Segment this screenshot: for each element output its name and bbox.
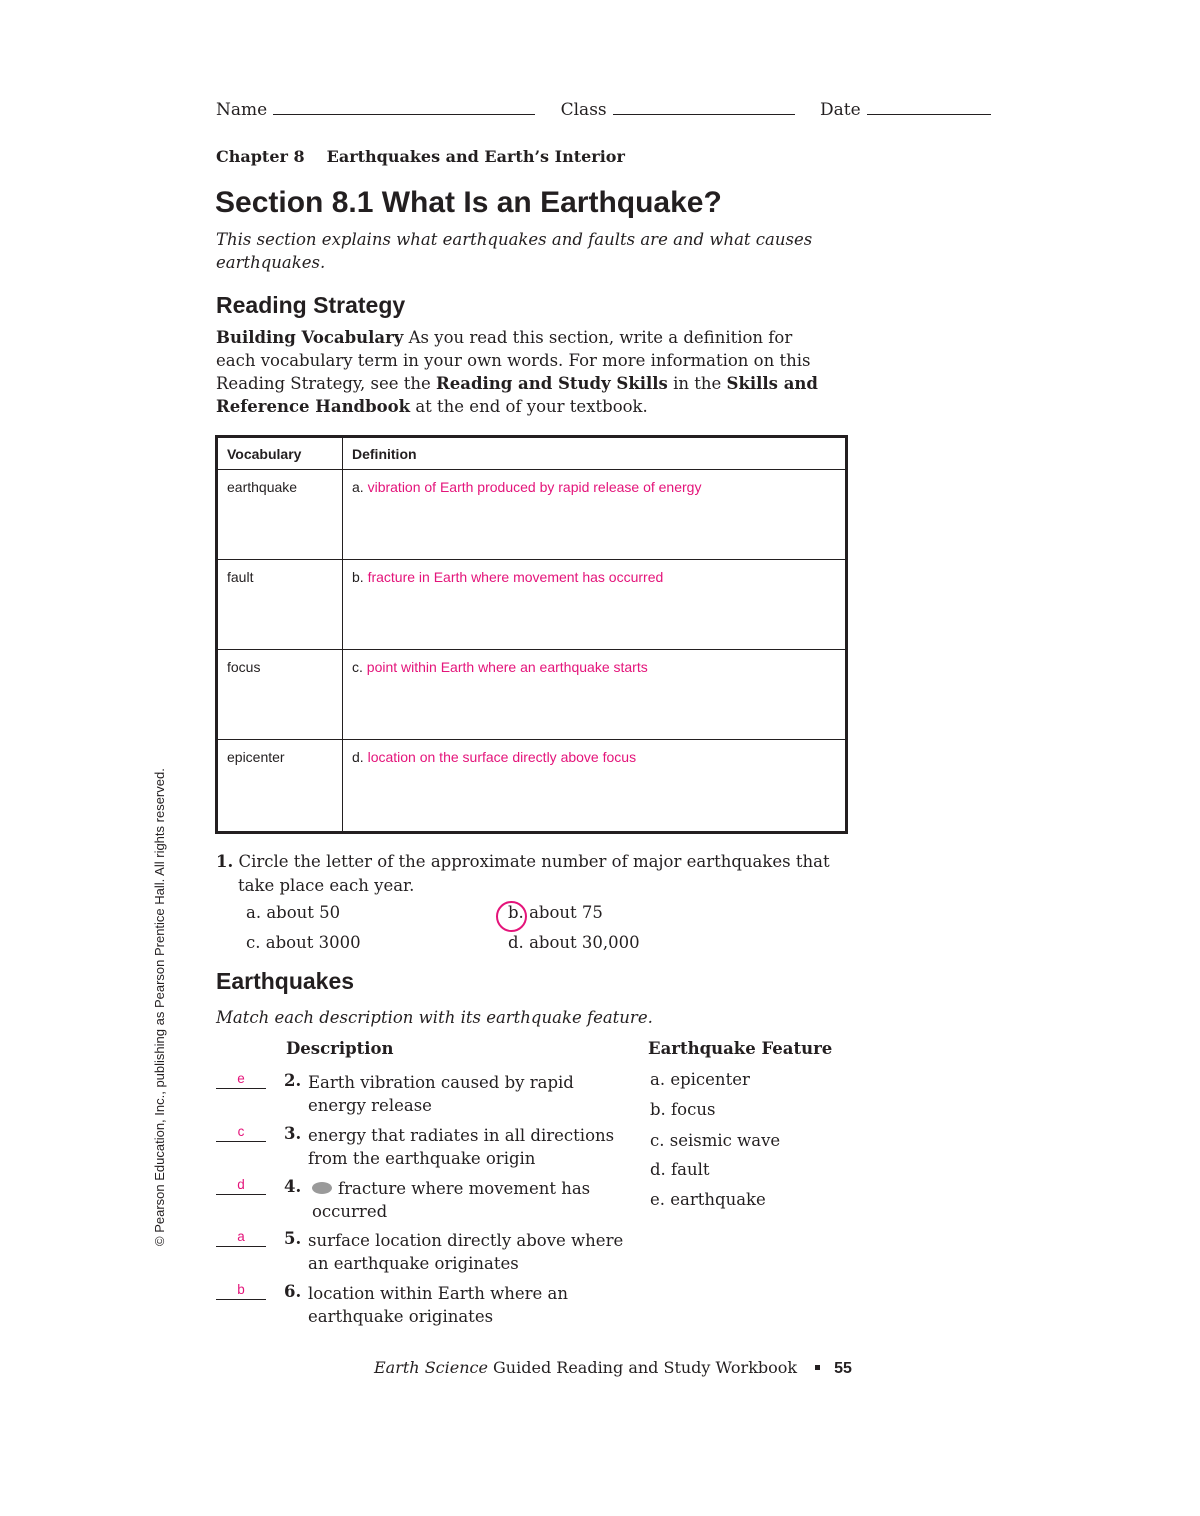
option-letter: a.: [246, 903, 262, 922]
definition-letter: c.: [352, 659, 363, 675]
option-d[interactable]: [508, 933, 640, 952]
item-number: 2.: [284, 1071, 302, 1090]
definition-letter: a.: [352, 479, 364, 495]
definition-letter: b.: [352, 569, 364, 585]
matching-instruction: Match each description with its earthquake feature.: [216, 1008, 653, 1027]
definition-answer: vibration of Earth produced by rapid release of energy: [367, 479, 702, 495]
item-number: 3.: [284, 1124, 302, 1143]
item-description: surface location directly above where an earthquake originates: [308, 1231, 624, 1273]
name-field[interactable]: [273, 114, 535, 115]
earthquakes-heading: Earthquakes: [216, 968, 355, 994]
book-title: Guided Reading and Study Workbook: [487, 1358, 798, 1377]
page-number: 55: [834, 1360, 852, 1377]
item-description: Earth vibration caused by rapid energy release: [308, 1073, 574, 1115]
chapter-title: Earthquakes and Earth’s Interior: [326, 147, 625, 166]
answer-blank[interactable]: b: [216, 1283, 266, 1300]
reading-strategy-paragraph: [216, 326, 836, 418]
table-row: [217, 470, 847, 560]
table-row: [217, 740, 847, 833]
class-field[interactable]: [613, 114, 795, 115]
chapter-heading: [216, 147, 625, 166]
table-row: [217, 650, 847, 740]
feature-item: b. focus: [650, 1100, 716, 1119]
item-description: location within Earth where an earthquake originates: [308, 1284, 568, 1326]
student-header: [216, 100, 991, 120]
class-label: Class: [560, 100, 607, 120]
page-footer: [374, 1358, 852, 1378]
option-text: about 75: [529, 903, 603, 922]
strategy-text: in the: [667, 374, 727, 393]
page-title: Section 8.1 What Is an Earthquake?: [215, 186, 722, 219]
table-header-row: [217, 437, 847, 470]
feature-item: a. epicenter: [650, 1070, 750, 1089]
vocabulary-table: [215, 435, 848, 834]
option-text: about 3000: [265, 933, 361, 952]
bullet-separator: [815, 1365, 820, 1370]
definition-cell[interactable]: [343, 470, 847, 560]
option-a[interactable]: [246, 903, 340, 922]
answer-blank[interactable]: a: [216, 1230, 266, 1247]
feature-item: d. fault: [650, 1160, 710, 1179]
column-header-vocabulary: Vocabulary: [217, 437, 343, 470]
option-letter: d.: [508, 933, 524, 952]
feature-item: c. seismic wave: [650, 1131, 781, 1150]
option-c[interactable]: [246, 933, 361, 952]
strategy-text: As you read this section, write a definition for each vocabulary term in your own words. For more information on this Reading Strategy, see the: [216, 328, 811, 393]
item-description-wrap: [312, 1177, 632, 1223]
item-number: 4.: [284, 1177, 302, 1196]
strategy-ref-skills: Reading and Study Skills: [436, 374, 668, 393]
strategy-text: at the end of your textbook.: [410, 397, 648, 416]
definition-answer: point within Earth where an earthquake starts: [366, 659, 648, 675]
reading-strategy-heading: Reading Strategy: [216, 292, 406, 318]
name-label: Name: [216, 100, 268, 120]
feature-item: e. earthquake: [650, 1190, 766, 1209]
vocab-term: epicenter: [217, 740, 343, 833]
vocab-term: fault: [217, 560, 343, 650]
option-text: about 30,000: [529, 933, 640, 952]
definition-answer: location on the surface directly above focus: [367, 749, 637, 765]
definition-cell[interactable]: [343, 560, 847, 650]
definition-cell[interactable]: [343, 740, 847, 833]
strategy-ref-handbook: Skills and Reference Handbook: [216, 374, 818, 416]
question-number: 1.: [216, 852, 234, 871]
feature-header: Earthquake Feature: [648, 1039, 833, 1058]
date-label: Date: [820, 100, 861, 120]
question-1: [216, 850, 838, 898]
definition-answer: fracture in Earth where movement has occurred: [367, 569, 664, 585]
option-letter: c.: [246, 933, 261, 952]
definition-letter: d.: [352, 749, 364, 765]
section-intro: This section explains what earthquakes and faults are and what causes earthquakes.: [216, 230, 813, 272]
item-number: 6.: [284, 1282, 302, 1301]
chapter-number: Chapter 8: [216, 147, 305, 166]
answer-blank[interactable]: e: [216, 1072, 266, 1089]
option-text: about 50: [266, 903, 341, 922]
item-number: 5.: [284, 1229, 302, 1248]
column-header-definition: Definition: [343, 437, 847, 470]
reading-checkpoint-icon: [312, 1182, 332, 1194]
vocab-term: focus: [217, 650, 343, 740]
strategy-lead: Building Vocabulary: [216, 328, 404, 347]
item-description: energy that radiates in all directions from the earthquake origin: [308, 1126, 615, 1168]
book-title-italic: Earth Science: [374, 1358, 488, 1377]
item-description: fracture where movement has occurred: [312, 1179, 591, 1221]
copyright-notice: © Pearson Education, Inc., publishing as Pearson Prentice Hall. All rights reserved.: [152, 768, 167, 1246]
answer-blank[interactable]: c: [216, 1125, 266, 1142]
option-letter: b.: [508, 903, 524, 922]
description-header: Description: [286, 1039, 394, 1058]
vocab-term: earthquake: [217, 470, 343, 560]
answer-blank[interactable]: d: [216, 1178, 266, 1195]
date-field[interactable]: [867, 114, 991, 115]
question-text: Circle the letter of the approximate number of major earthquakes that take place each year.: [238, 852, 830, 895]
table-row: [217, 560, 847, 650]
definition-cell[interactable]: [343, 650, 847, 740]
answer-circle: [496, 901, 527, 932]
